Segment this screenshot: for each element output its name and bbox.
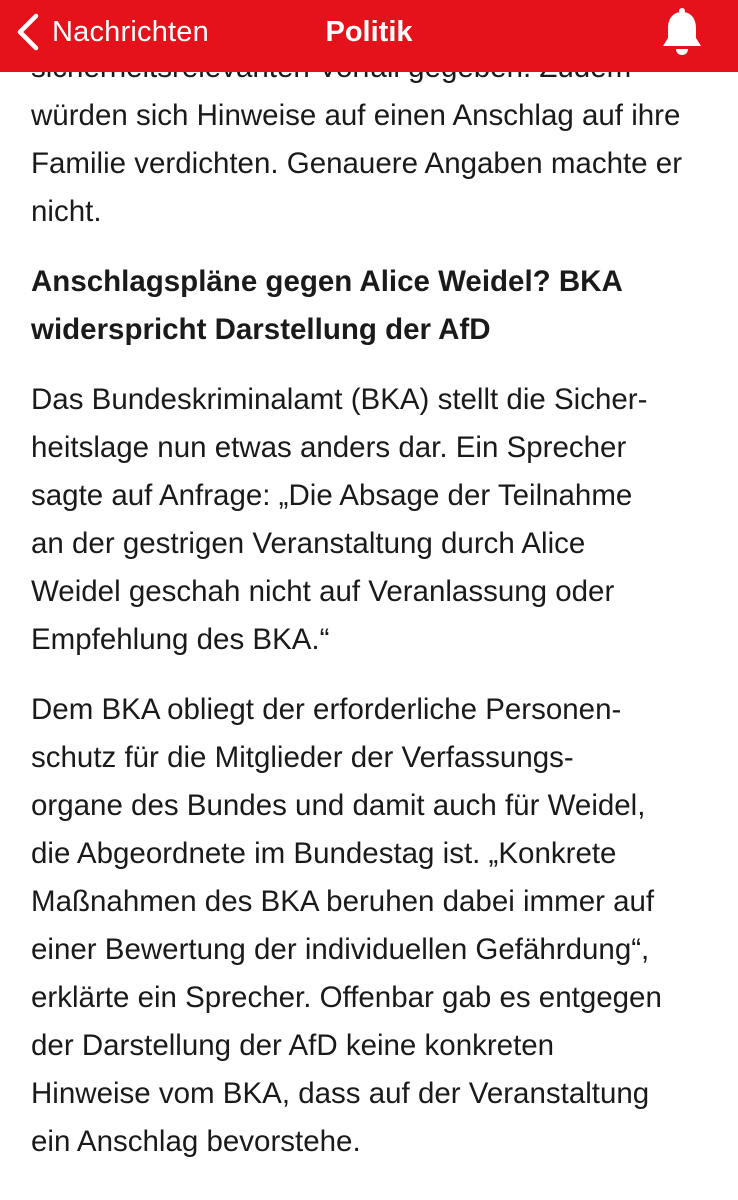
text-line: erklärte ein Sprecher. Offenbar gab es entgegen	[31, 981, 662, 1014]
text-line: würden sich Hinweise auf einen Anschlag auf ihre	[31, 99, 681, 132]
text-line: nicht.	[31, 195, 102, 228]
text-line: organe des Bundes und damit auch für Weidel,	[31, 789, 646, 822]
text-line: heitslage nun etwas anders dar. Ein Sprecher	[31, 431, 627, 464]
text-line: Das Bundeskriminalamt (BKA) stellt die Sicher-	[31, 383, 648, 416]
text-line: der Darstellung der AfD keine konkreten	[31, 1029, 555, 1062]
text-line: die Abgeordnete im Bundestag ist. „Konkrete	[31, 837, 617, 870]
text-line: schutz für die Mitglieder der Verfassungs-	[31, 741, 574, 774]
text-line: Maßnahmen des BKA beruhen dabei immer auf	[31, 885, 655, 918]
text-line: Empfehlung des BKA.“	[31, 623, 330, 656]
notifications-button[interactable]	[658, 6, 706, 58]
page-title: Politik	[325, 16, 413, 48]
bell-icon	[658, 6, 706, 58]
text-line: Dem BKA obliegt der erforderliche Personen-	[31, 693, 622, 726]
heading-line: widerspricht Darstellung der AfD	[31, 313, 491, 346]
text-line: Weidel geschah nicht auf Veranlassung oder	[31, 575, 615, 608]
paragraph-bka-statement	[31, 376, 721, 664]
text-line: sagte auf Anfrage: „Die Absage der Teilnahme	[31, 479, 633, 512]
text-line: Familie verdichten. Genauere Angaben machte er	[31, 147, 683, 180]
heading-line: Anschlagspläne gegen Alice Weidel? BKA	[31, 265, 623, 298]
paragraph-personenschutz	[31, 686, 721, 1166]
article-body	[31, 44, 721, 1166]
text-line: an der gestrigen Veranstaltung durch Alice	[31, 527, 586, 560]
text-line: ein Anschlag bevorstehe.	[31, 1125, 361, 1158]
paragraph-intro	[31, 44, 721, 236]
top-navigation-bar	[0, 0, 738, 72]
text-line: Hinweise vom BKA, dass auf der Veranstaltung	[31, 1077, 650, 1110]
section-heading	[31, 258, 721, 354]
text-line: einer Bewertung der individuellen Gefährdung“,	[31, 933, 650, 966]
back-button-label: Nachrichten	[52, 15, 209, 48]
